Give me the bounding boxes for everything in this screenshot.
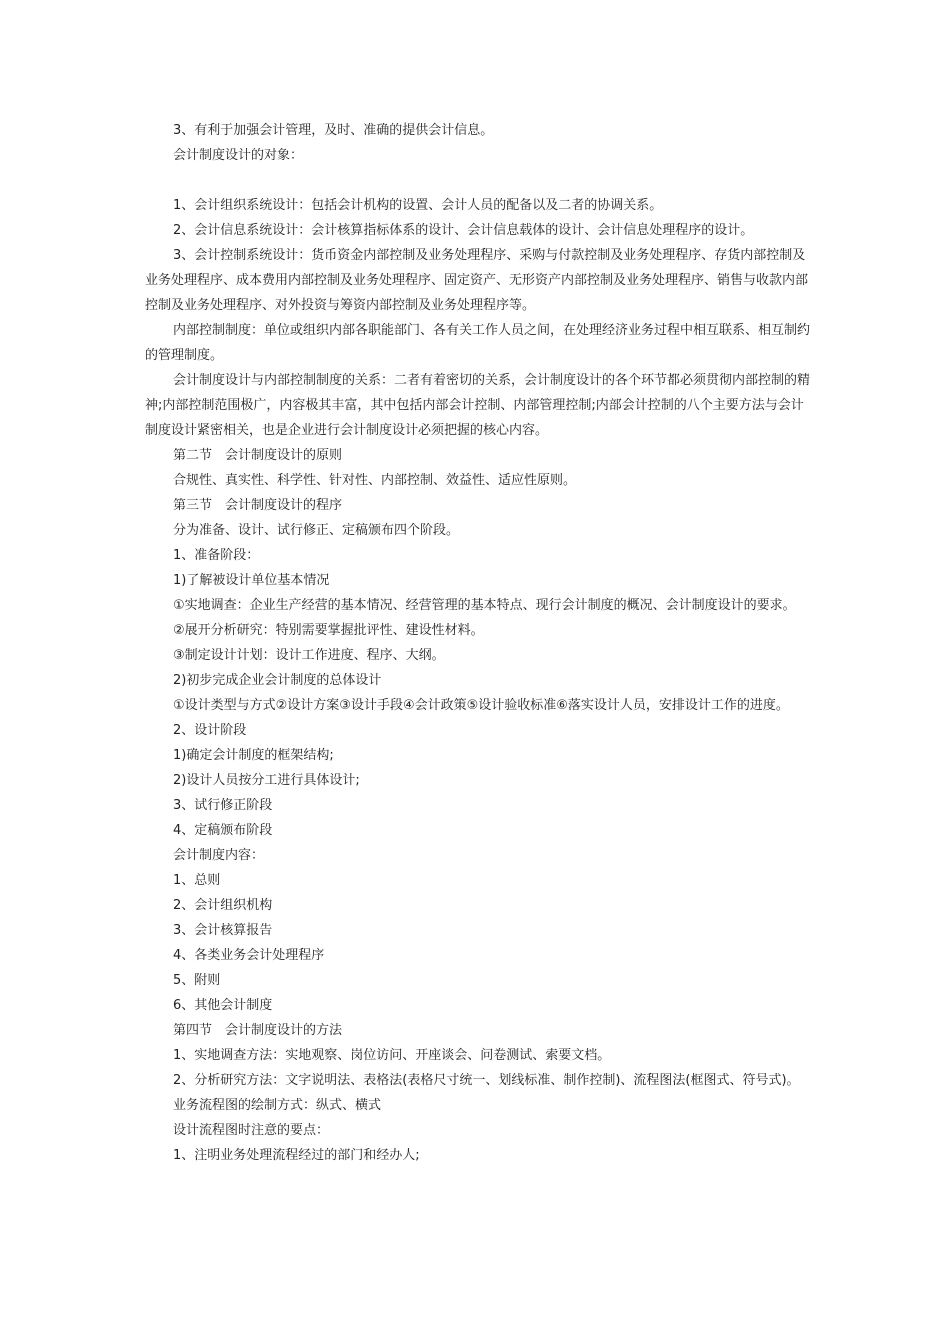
list-item: 2)初步完成企业会计制度的总体设计 bbox=[173, 673, 382, 688]
list-item: 2)设计人员按分工进行具体设计; bbox=[173, 773, 360, 788]
list-item: 1)了解被设计单位基本情况 bbox=[173, 573, 330, 588]
paragraph: 会计制度内容： bbox=[173, 848, 265, 863]
list-item: 3、试行修正阶段 bbox=[173, 798, 273, 813]
list-item: 1、总则 bbox=[173, 873, 221, 888]
list-item: 5、附则 bbox=[173, 973, 221, 988]
paragraph: 3、有利于加强会计管理，及时、准确的提供会计信息。 bbox=[173, 123, 494, 138]
list-item: 1、实地调查方法：实地观察、岗位访问、开座谈会、问卷测试、索要文档。 bbox=[173, 1048, 611, 1063]
list-item: 6、其他会计制度 bbox=[173, 998, 273, 1013]
list-item: ①设计类型与方式②设计方案③设计手段④会计政策⑤设计验收标准⑥落实设计人员，安排设计工作的进度。 bbox=[173, 698, 789, 713]
paragraph: 会计制度设计的对象： bbox=[173, 148, 304, 163]
list-item: 4、各类业务会计处理程序 bbox=[173, 948, 325, 963]
paragraph: 设计流程图时注意的要点： bbox=[173, 1123, 330, 1138]
paragraph: 会计制度设计与内部控制制度的关系：二者有着密切的关系，会计制度设计的各个环节都必须贯彻内部控制的精神;内部控制范围极广，内容极其丰富，其中包括内部会计控制、内部管理控制;内部会计控制的八个主要方法与会计制度设计紧密相关，也是企业进行会计制度设计必须把握的核心内容。 bbox=[145, 373, 811, 438]
list-item: 1、准备阶段： bbox=[173, 548, 260, 563]
list-item: 4、定稿颁布阶段 bbox=[173, 823, 273, 838]
list-item: 3、会计核算报告 bbox=[173, 923, 273, 938]
list-item: 2、设计阶段 bbox=[173, 723, 247, 738]
list-item: 1、注明业务处理流程经过的部门和经办人; bbox=[173, 1148, 420, 1163]
list-item: 2、分析研究方法：文字说明法、表格法(表格尺寸统一、划线标准、制作控制)、流程图法(框图式、符号式)。 bbox=[173, 1073, 800, 1088]
section-heading: 第四节 会计制度设计的方法 bbox=[173, 1023, 343, 1038]
paragraph: 分为准备、设计、试行修正、定稿颁布四个阶段。 bbox=[173, 523, 460, 538]
list-item: 1)确定会计制度的框架结构; bbox=[173, 748, 334, 763]
blank-line bbox=[145, 168, 813, 193]
paragraph: 1、会计组织系统设计：包括会计机构的设置、会计人员的配备以及二者的协调关系。 bbox=[173, 198, 663, 213]
list-item: 2、会计组织机构 bbox=[173, 898, 273, 913]
document-body bbox=[145, 118, 813, 1168]
list-item: ①实地调查：企业生产经营的基本情况、经营管理的基本特点、现行会计制度的概况、会计制度设计的要求。 bbox=[173, 598, 796, 613]
paragraph: 3、会计控制系统设计：货币资金内部控制及业务处理程序、采购与付款控制及业务处理程序、存货内部控制及业务处理程序、成本费用内部控制及业务处理程序、固定资产、无形资产内部控制及业务处理程序、销售与收款内部控制及业务处理程序、对外投资与筹资内部控制及业务处理程序等。 bbox=[145, 248, 809, 313]
list-item: ③制定设计计划：设计工作进度、程序、大纲。 bbox=[173, 648, 445, 663]
paragraph: 合规性、真实性、科学性、针对性、内部控制、效益性、适应性原则。 bbox=[173, 473, 577, 488]
paragraph: 业务流程图的绘制方式：纵式、横式 bbox=[173, 1098, 382, 1113]
section-heading: 第二节 会计制度设计的原则 bbox=[173, 448, 343, 463]
list-item: ②展开分析研究：特别需要掌握批评性、建设性材料。 bbox=[173, 623, 484, 638]
paragraph: 2、会计信息系统设计：会计核算指标体系的设计、会计信息载体的设计、会计信息处理程序的设计。 bbox=[173, 223, 754, 238]
section-heading: 第三节 会计制度设计的程序 bbox=[173, 498, 343, 513]
paragraph: 内部控制制度：单位或组织内部各职能部门、各有关工作人员之间，在处理经济业务过程中相互联系、相互制约的管理制度。 bbox=[145, 323, 811, 363]
